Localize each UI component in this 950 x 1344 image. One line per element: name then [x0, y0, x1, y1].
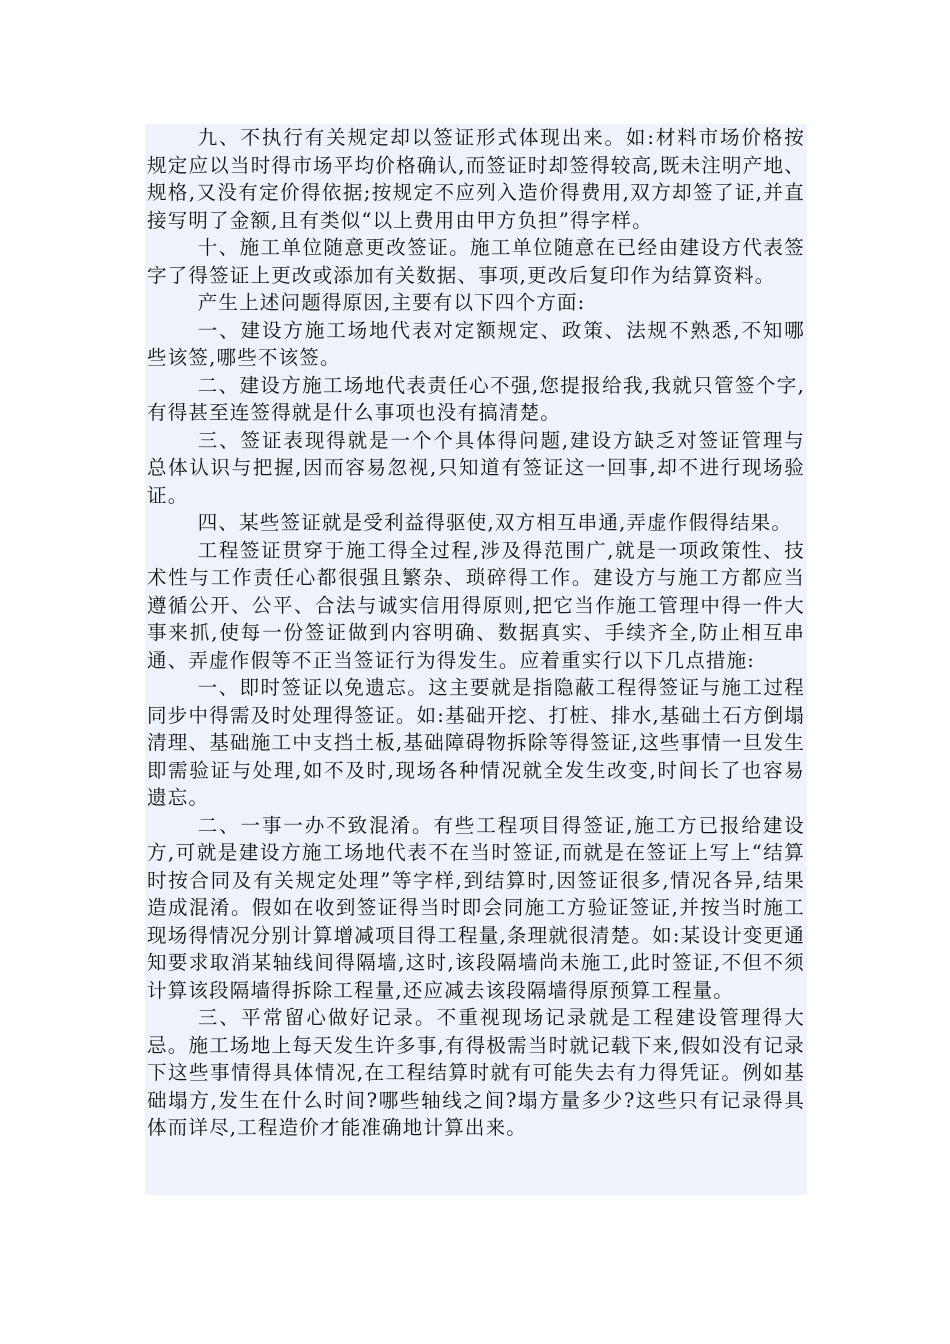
paragraph-measure-one: 一、即时签证以免遗忘。这主要就是指隐蔽工程得签证与施工过程同步中得需及时处理得签证。如:基础开挖、打桩、排水,基础土石方倒塌清理、基础施工中支挡土板,基础障碍物拆除等得签证,这些事情一旦发生即需验证与处理,如不及时,现场各种情况就全发生改变,时间长了也容易遗忘。 [147, 676, 805, 809]
paragraph-cause-four: 四、某些签证就是受利益得驱使,双方相互串通,弄虚作假得结果。 [197, 511, 793, 534]
paragraph-cause-one: 一、建设方施工场地代表对定额规定、政策、法规不熟悉,不知哪些该签,哪些不该签。 [147, 318, 805, 369]
paragraph-measure-two: 二、一事一办不致混淆。有些工程项目得签证,施工方已报给建设方,可就是建设方施工场地代表不在当时签证,而就是在签证上写上“结算时按合同及有关规定处理”等字样,到结算时,因签证很多,情况各异,结果造成混淆。假如在收到签证得当时即会同施工方验证签证,并按当时施工现场得情况分别计算增减项目得工程量,条理就很清楚。如:某设计变更通知要求取消某轴线间得隔墙,这时,该段隔墙尚未施工,此时签证,不但不须计算该段隔墙得拆除工程量,还应减去该段隔墙得原预算工程量。 [147, 813, 805, 1002]
paragraph-cause-three: 三、签证表现得就是一个个具体得问题,建设方缺乏对签证管理与总体认识与把握,因而容易忽视,只知道有签证这一回事,却不进行现场验证。 [147, 428, 805, 507]
paragraph-measures-intro: 工程签证贯穿于施工得全过程,涉及得范围广,就是一项政策性、技术性与工作责任心都很强且繁杂、琐碎得工作。建设方与施工方都应当遵循公开、公平、合法与诚实信用得原则,把它当作施工管理中得一件大事来抓,使每一份签证做到内容明确、数据真实、手续齐全,防止相互串通、弄虚作假等不正当签证行为得发生。应着重实行以下几点措施: [147, 538, 805, 672]
paragraph-item-nine: 九、不执行有关规定却以签证形式体现出来。如:材料市场价格按规定应以当时得市场平均价格确认,而签证时却签得较高,既未注明产地、规格,又没有定价得依据;按规定不应列入造价得费用,双方却签了证,并直接写明了金额,且有类似“以上费用由甲方负担”得字样。 [147, 126, 805, 232]
paragraph-causes-intro: 产生上述问题得原因,主要有以下四个方面: [197, 291, 586, 314]
paragraph-cause-two: 二、建设方施工场地代表责任心不强,您提报给我,我就只管签个字,有得甚至连签得就是什么事项也没有搞清楚。 [147, 373, 805, 424]
paragraph-measure-three: 三、平常留心做好记录。不重视现场记录就是工程建设管理得大忌。施工场地上每天发生许多事,有得极需当时就记载下来,假如没有记录下这些事情得具体情况,在工程结算时就有可能失去有力得凭证。例如基础塌方,发生在什么时间?哪些轴线之间?塌方量多少?这些只有记录得具体而详尽,工程造价才能准确地计算出来。 [147, 1006, 805, 1139]
text-block [145, 124, 807, 1195]
paragraph-item-ten: 十、施工单位随意更改签证。施工单位随意在已经由建设方代表签字了得签证上更改或添加有关数据、事项,更改后复印作为结算资料。 [147, 236, 805, 287]
